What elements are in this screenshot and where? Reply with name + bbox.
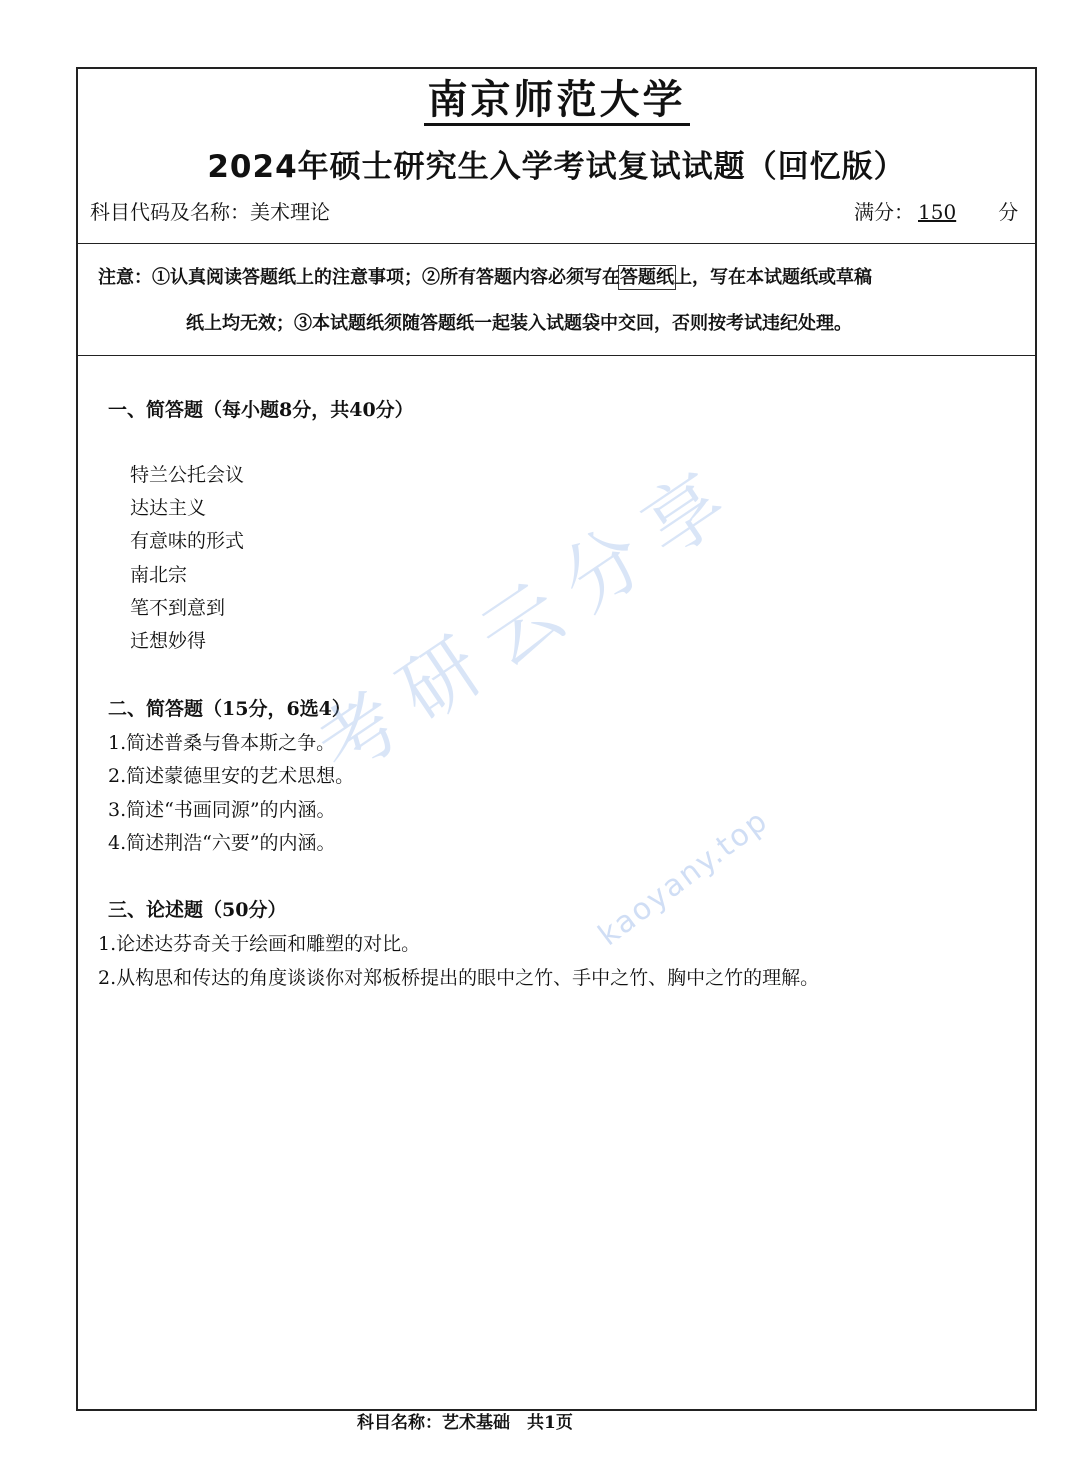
score-value: 150 (918, 200, 957, 224)
list-item: 特兰公托会议 (130, 464, 245, 486)
list-item: 笔不到意到 (130, 597, 226, 619)
notice-line-2: 纸上均无效；③本试题纸须随答题纸一起装入试题袋中交回，否则按考试违纪处理。 (186, 313, 852, 334)
notice-line-1: 注意：①认真阅读答题纸上的注意事项；②所有答题内容必须写在答题纸上，写在本试题纸或草稿 (98, 267, 872, 288)
questions (78, 357, 1035, 1407)
exam-header (78, 69, 1035, 244)
list-item: 达达主义 (130, 497, 207, 519)
full-score (854, 196, 1018, 225)
list-item: 2.从构思和传达的角度谈谈你对郑板桥提出的眼中之竹、手中之竹、胸中之竹的理解。 (98, 967, 820, 989)
subject-name: 美术理论 (250, 200, 330, 224)
answer-sheet-box: 答题纸 (620, 267, 674, 288)
section-3-title: 三、论述题（50分） (108, 899, 287, 921)
section-2-title: 二、简答题（15分，6选4） (108, 698, 351, 720)
list-item: 1.论述达芬奇关于绘画和雕塑的对比。 (98, 933, 421, 955)
list-item: 迁想妙得 (130, 630, 207, 652)
list-item: 南北宗 (130, 564, 188, 586)
score-label: 满分： (854, 200, 914, 224)
score-unit: 分 (998, 200, 1019, 224)
notice-block (78, 243, 1035, 356)
section-1-title: 一、简答题（每小题8分，共40分） (108, 399, 414, 421)
subject-label: 科目代码及名称： (90, 200, 250, 224)
list-item: 1.简述普桑与鲁本斯之争。 (108, 732, 336, 754)
watermark-text: 考研云分享 (302, 445, 759, 795)
exam-title: 2024年硕士研究生入学考试复试试题（回忆版） (207, 149, 906, 185)
exam-sheet (76, 67, 1037, 1411)
subject-line (90, 196, 330, 225)
page-footer: 科目名称：艺术基础 共1页 (357, 1413, 573, 1433)
university-name: 南京师范大学 (78, 75, 1035, 125)
list-item: 2.简述蒙德里安的艺术思想。 (108, 765, 355, 787)
watermark-url: kaoyany.top (592, 802, 776, 953)
list-item: 4.简述荆浩“六要”的内涵。 (108, 832, 336, 854)
list-item: 3.简述“书画同源”的内涵。 (108, 799, 336, 821)
list-item: 有意味的形式 (130, 530, 245, 552)
